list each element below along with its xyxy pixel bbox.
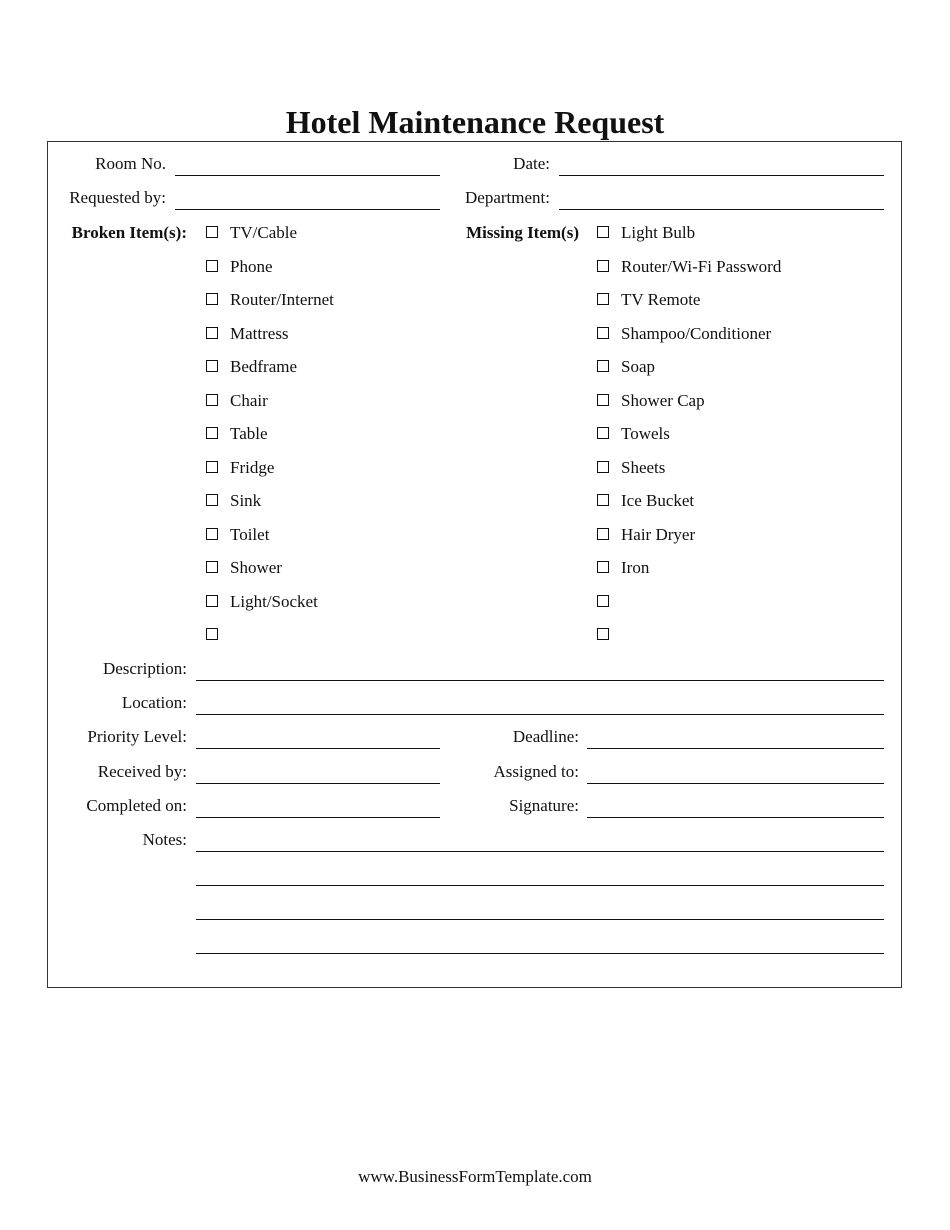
notes-line[interactable]: [196, 919, 884, 920]
missing-checkbox[interactable]: [597, 494, 609, 506]
missing-checkbox[interactable]: [597, 561, 609, 573]
deadline-label: Deadline:: [512, 727, 579, 746]
missing-item-label: Router/Wi-Fi Password: [621, 257, 782, 276]
broken-item-label: Light/Socket: [230, 592, 318, 611]
missing-checkbox[interactable]: [597, 327, 609, 339]
broken-items-label: Broken Item(s):: [71, 223, 187, 242]
missing-checkbox[interactable]: [597, 293, 609, 305]
missing-checkbox[interactable]: [597, 628, 609, 640]
missing-item-label: Shampoo/Conditioner: [621, 324, 772, 343]
broken-checkbox[interactable]: [206, 327, 218, 339]
notes-label: Notes:: [142, 830, 187, 849]
missing-checkbox[interactable]: [597, 461, 609, 473]
broken-checkbox[interactable]: [206, 494, 218, 506]
description-field[interactable]: [196, 680, 884, 681]
broken-checkbox[interactable]: [206, 595, 218, 607]
notes-line[interactable]: [196, 851, 884, 852]
broken-checkbox[interactable]: [206, 628, 218, 640]
broken-checkbox[interactable]: [206, 427, 218, 439]
date-label: Date:: [513, 154, 550, 173]
missing-item-label: Soap: [621, 357, 655, 376]
broken-item-label: Chair: [230, 391, 268, 410]
location-field[interactable]: [196, 714, 884, 715]
missing-checkbox[interactable]: [597, 427, 609, 439]
missing-item-label: Towels: [621, 424, 670, 443]
missing-item-label: Hair Dryer: [621, 525, 696, 544]
broken-checkbox[interactable]: [206, 226, 218, 238]
missing-item-label: Sheets: [621, 458, 666, 477]
department-field[interactable]: [559, 209, 884, 210]
requested-by-label: Requested by:: [69, 188, 166, 207]
room-number-field[interactable]: [175, 175, 440, 176]
description-label: Description:: [102, 659, 187, 678]
deadline-field[interactable]: [587, 748, 884, 749]
assigned-to-label: Assigned to:: [493, 762, 579, 781]
missing-checkbox[interactable]: [597, 394, 609, 406]
broken-item-label: Phone: [230, 257, 273, 276]
completed-on-field[interactable]: [196, 817, 440, 818]
broken-item-label: Sink: [230, 491, 262, 510]
broken-item-label: TV/Cable: [230, 223, 298, 242]
missing-items-label: Missing Item(s): [466, 223, 579, 242]
footer-website: www.BusinessFormTemplate.com: [358, 1167, 592, 1186]
broken-checkbox[interactable]: [206, 528, 218, 540]
signature-label: Signature:: [509, 796, 579, 815]
missing-item-label: Shower Cap: [621, 391, 705, 410]
broken-checkbox[interactable]: [206, 461, 218, 473]
received-by-field[interactable]: [196, 783, 440, 784]
broken-item-label: Toilet: [230, 525, 270, 544]
broken-checkbox[interactable]: [206, 293, 218, 305]
broken-checkbox[interactable]: [206, 394, 218, 406]
broken-item-label: Shower: [230, 558, 282, 577]
notes-line[interactable]: [196, 885, 884, 886]
broken-checkbox[interactable]: [206, 260, 218, 272]
department-label: Department:: [465, 188, 550, 207]
date-field[interactable]: [559, 175, 884, 176]
missing-checkbox[interactable]: [597, 260, 609, 272]
missing-checkbox[interactable]: [597, 528, 609, 540]
room-number-label: Room No.: [95, 154, 166, 173]
missing-item-label: Iron: [621, 558, 650, 577]
missing-item-label: Ice Bucket: [621, 491, 695, 510]
notes-line[interactable]: [196, 953, 884, 954]
missing-checkbox[interactable]: [597, 360, 609, 372]
broken-checkbox[interactable]: [206, 561, 218, 573]
assigned-to-field[interactable]: [587, 783, 884, 784]
missing-checkbox[interactable]: [597, 226, 609, 238]
missing-item-label: Light Bulb: [621, 223, 696, 242]
broken-item-label: Router/Internet: [230, 290, 334, 309]
missing-checkbox[interactable]: [597, 595, 609, 607]
missing-item-label: TV Remote: [621, 290, 701, 309]
broken-item-label: Mattress: [230, 324, 289, 343]
signature-field[interactable]: [587, 817, 884, 818]
broken-checkbox[interactable]: [206, 360, 218, 372]
location-label: Location:: [121, 693, 187, 712]
completed-on-label: Completed on:: [86, 796, 187, 815]
priority-level-field[interactable]: [196, 748, 440, 749]
broken-item-label: Bedframe: [230, 357, 298, 376]
broken-item-label: Fridge: [230, 458, 275, 477]
requested-by-field[interactable]: [175, 209, 440, 210]
form-title: Hotel Maintenance Request: [285, 104, 665, 140]
broken-item-label: Table: [230, 424, 268, 443]
priority-level-label: Priority Level:: [87, 727, 187, 746]
received-by-label: Received by:: [97, 762, 187, 781]
